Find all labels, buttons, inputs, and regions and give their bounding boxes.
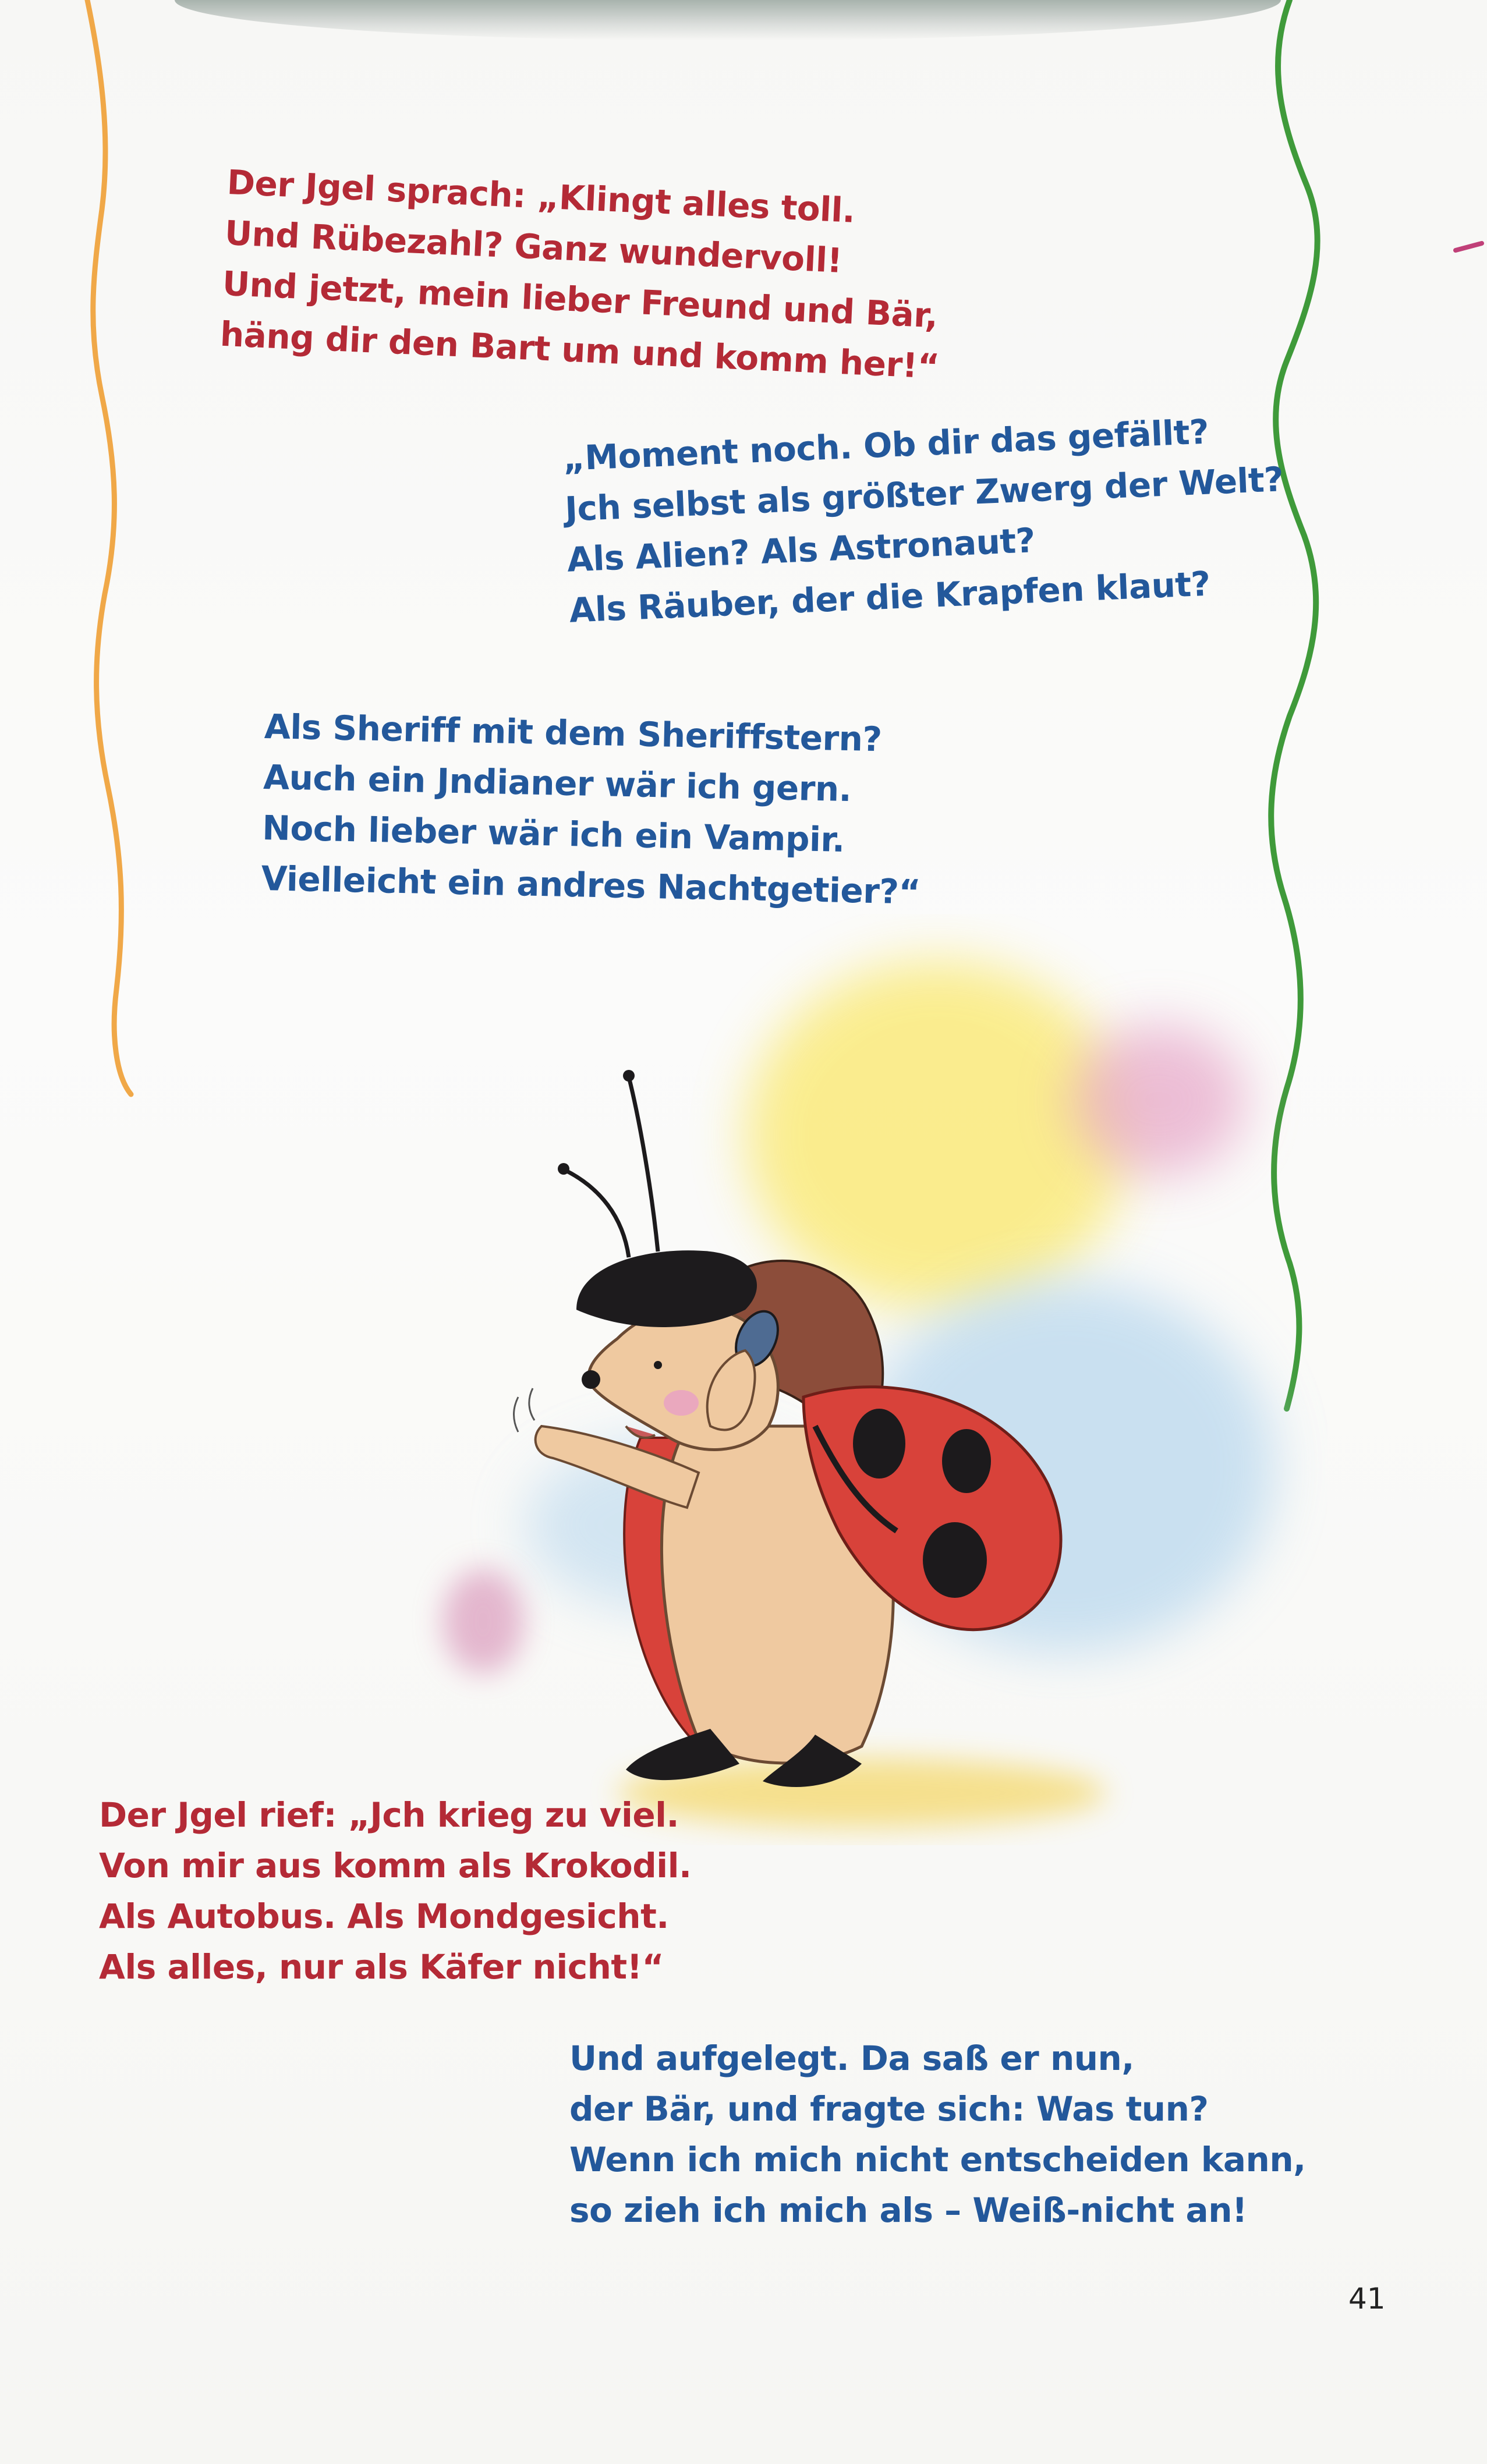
hedgehog-ladybug-costume-illustration xyxy=(396,914,1327,1845)
stanza-4-line-3: Als Autobus. Als Mondgesicht. xyxy=(99,1896,669,1936)
pink-crayon-mark xyxy=(1456,243,1482,250)
stanza-4-line-2: Von mir aus komm als Krokodil. xyxy=(99,1846,692,1885)
stanza-3-line-4: Vielleicht ein andres Nachtgetier?“ xyxy=(260,858,921,912)
hedgehog-cheek xyxy=(664,1390,699,1416)
stanza-1 xyxy=(219,157,947,392)
stanza-2-line-3: Als Alien? Als Astronaut? xyxy=(566,520,1036,580)
stanza-1-line-3: Und jetzt, mein lieber Freund und Bär, xyxy=(221,263,939,336)
stanza-2-line-4: Als Räuber, der die Krapfen klaut? xyxy=(568,563,1212,630)
hedgehog-eye xyxy=(654,1361,662,1369)
stanza-5-line-2: der Bär, und fragte sich: Was tun? xyxy=(569,2089,1209,2129)
stanza-2 xyxy=(562,403,1288,636)
beret-hat xyxy=(576,1250,757,1327)
stanza-3 xyxy=(261,701,925,918)
page-number: 41 xyxy=(1348,2282,1386,2316)
stanza-5-line-3: Wenn ich mich nicht entscheiden kann, xyxy=(569,2140,1306,2179)
stanza-5-line-4: so zieh ich mich als – Weiß-nicht an! xyxy=(569,2190,1247,2230)
antenna-right-tip xyxy=(623,1070,635,1082)
hedgehog-nose xyxy=(582,1370,600,1389)
stanza-1-line-2: Und Rübezahl? Ganz wundervoll! xyxy=(224,212,843,281)
ladybug-spot-1 xyxy=(853,1409,905,1479)
ladybug-spot-2 xyxy=(942,1429,991,1493)
antenna-right xyxy=(629,1077,658,1252)
stanza-4 xyxy=(99,1790,692,1993)
stanza-1-line-1: Der Jgel sprach: „Klingt alles toll. xyxy=(226,162,856,231)
motion-lines xyxy=(514,1388,535,1432)
stanza-2-line-2: Jch selbst als größter Zwerg der Welt? xyxy=(564,459,1284,529)
left-orange-crayon-line xyxy=(87,0,131,1094)
stanza-3-line-3: Noch lieber wär ich ein Vampir. xyxy=(261,807,845,860)
ladybug-spot-3 xyxy=(923,1522,987,1598)
stanza-5-line-1: Und aufgelegt. Da saß er nun, xyxy=(569,2038,1134,2078)
stanza-2-line-1: „Moment noch. Ob dir das gefällt? xyxy=(562,412,1210,478)
stanza-4-line-4: Als alles, nur als Käfer nicht!“ xyxy=(99,1947,664,1987)
stanza-1-line-4: häng dir den Bart um und komm her!“ xyxy=(219,314,940,387)
antenna-left-tip xyxy=(558,1163,569,1175)
antenna-left xyxy=(565,1170,629,1257)
stanza-3-line-2: Auch ein Jndianer wär ich gern. xyxy=(263,757,852,810)
stanza-5 xyxy=(569,2033,1306,2236)
stanza-4-line-1: Der Jgel rief: „Jch krieg zu viel. xyxy=(99,1795,679,1835)
stanza-3-line-1: Als Sheriff mit dem Sheriffstern? xyxy=(264,706,883,760)
